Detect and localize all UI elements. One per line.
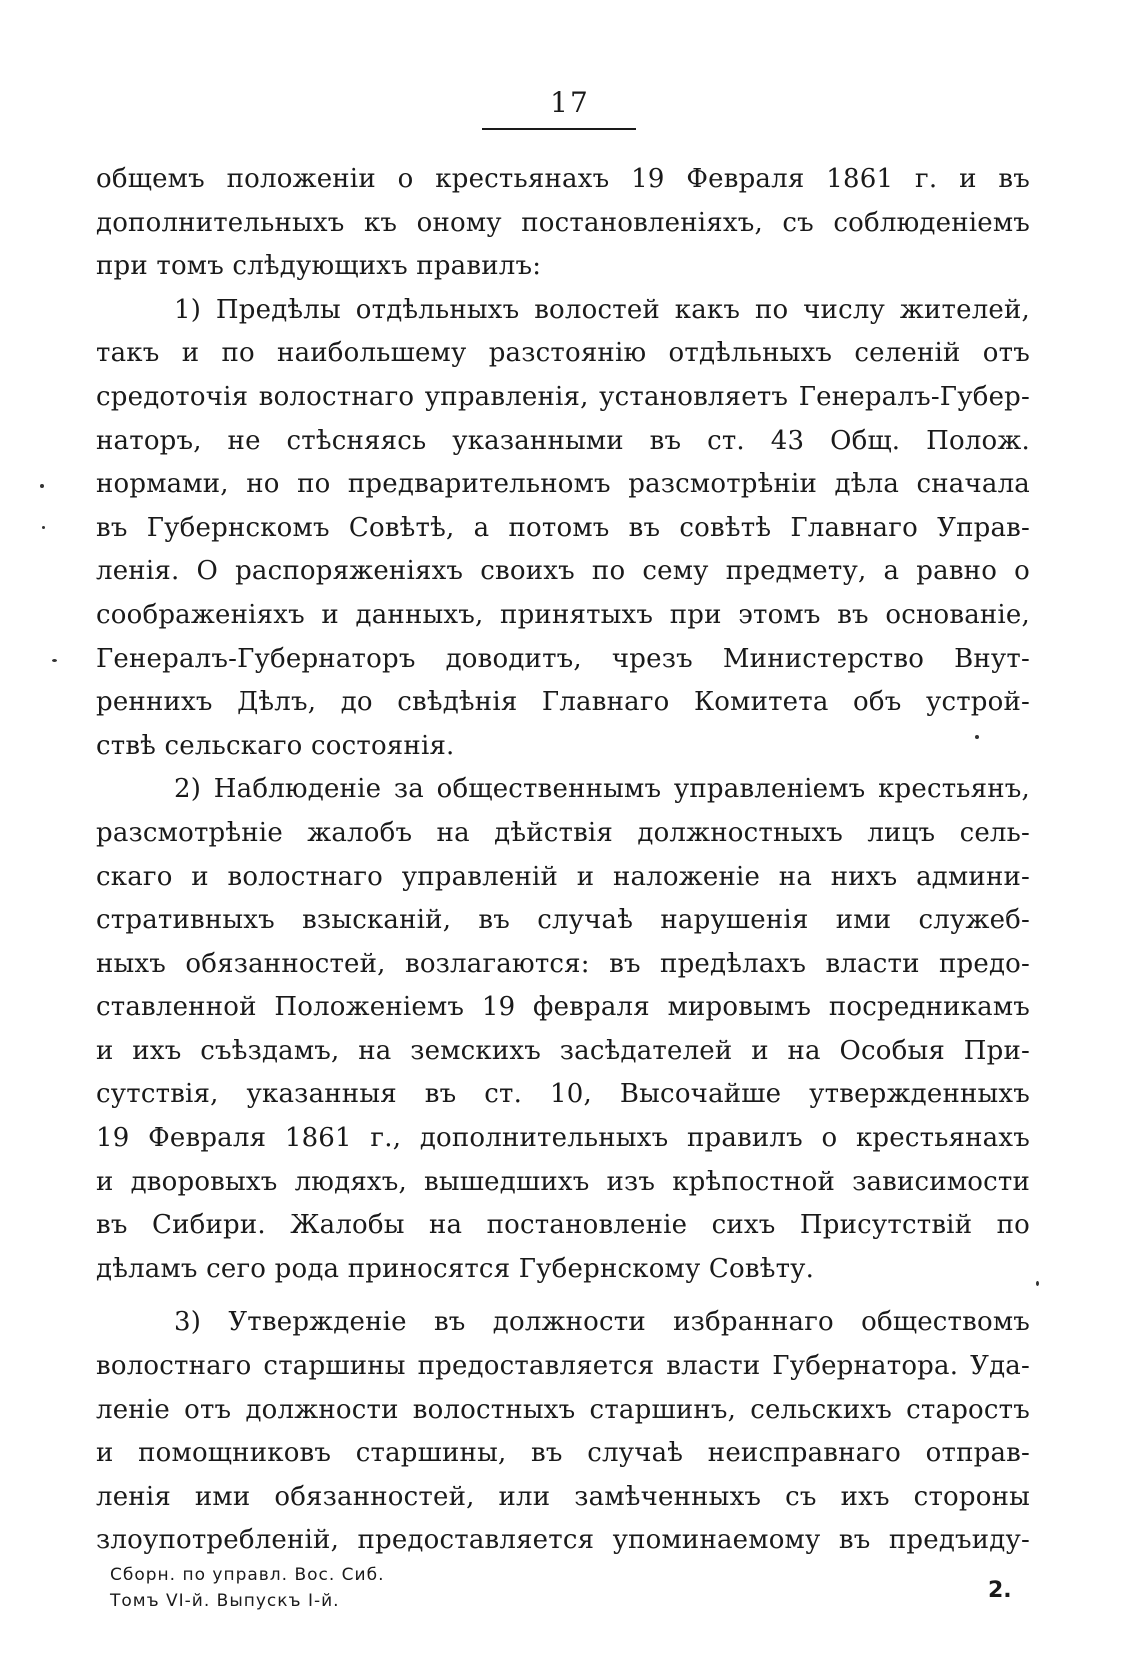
- text-line: леніе отъ должности волостныхъ старшинъ, сельскихъ старостъ: [96, 1394, 1030, 1425]
- footer-source: [110, 1562, 385, 1614]
- text-line: такъ и по наибольшему разстоянію отдѣльныхъ селеній отъ: [96, 338, 1030, 369]
- text-line: и помощниковъ старшины, въ случаѣ неисправнаго отправ-: [96, 1438, 1030, 1469]
- text-line: ленія ими обязанностей, или замѣченныхъ съ ихъ стороны: [96, 1481, 1030, 1512]
- text-line: 1) Предѣлы отдѣльныхъ волостей какъ по числу жителей,: [174, 294, 1030, 325]
- page-number-rule: [482, 128, 636, 130]
- text-line: реннихъ Дѣлъ, до свѣдѣнія Главнаго Комитета объ устрой-: [96, 687, 1030, 718]
- text-line: дѣламъ сего рода приносятся Губернскому Совѣту.: [96, 1253, 815, 1284]
- text-line: злоупотребленій, предоставляется упоминаемому въ предъиду-: [96, 1525, 1030, 1556]
- text-line: стративныхъ взысканій, въ случаѣ нарушенія ими служеб-: [96, 905, 1030, 936]
- text-line: скаго и волостнаго управленій и наложеніе на нихъ админи-: [96, 861, 1030, 892]
- text-line: дополнительныхъ къ оному постановленіяхъ, съ соблюденіемъ: [96, 207, 1030, 238]
- margin-speck: [42, 526, 45, 529]
- text-line: 19 Февраля 1861 г., дополнительныхъ правилъ о крестьянахъ: [96, 1123, 1030, 1154]
- text-line: волостнаго старшины предоставляется власти Губернатора. Уда-: [96, 1351, 1030, 1382]
- footer-signature: 2.: [988, 1578, 1012, 1603]
- text-line: разсмотрѣніе жалобъ на дѣйствія должностныхъ лицъ сель-: [96, 817, 1030, 848]
- text-line: въ Губернскомъ Совѣтѣ, а потомъ въ совѣтѣ Главнаго Управ-: [96, 512, 1030, 543]
- margin-speck: [975, 735, 979, 739]
- text-line: общемъ положеніи о крестьянахъ 19 Февраля 1861 г. и въ: [96, 164, 1030, 194]
- text-line: и дворовыхъ людяхъ, вышедшихъ изъ крѣпостной зависимости: [96, 1166, 1030, 1197]
- text-line: ныхъ обязанностей, возлагаются: въ предѣлахъ власти предо-: [96, 948, 1030, 979]
- margin-speck: [52, 659, 57, 662]
- margin-speck: [40, 484, 44, 488]
- footer-source-line-2: Томъ VI-й. Выпускъ І-й.: [110, 1591, 340, 1611]
- text-line: сутствія, указанныя въ ст. 10, Высочайше утвержденныхъ: [96, 1079, 1030, 1110]
- body-text: [96, 158, 1030, 1563]
- text-line: и ихъ съѣздамъ, на земскихъ засѣдателей и на Особыя При-: [96, 1035, 1030, 1066]
- margin-speck: [1036, 1281, 1039, 1286]
- intro-paragraph: [96, 158, 1030, 289]
- text-line: средоточія волостнаго управленія, установляетъ Генералъ-Губер-: [96, 381, 1030, 412]
- text-line: Генералъ-Губернаторъ доводитъ, чрезъ Министерство Внут-: [96, 643, 1030, 674]
- text-line: соображеніяхъ и данныхъ, принятыхъ при этомъ въ основаніе,: [96, 599, 1030, 630]
- page-number: 17: [550, 86, 590, 119]
- paragraph-1: [96, 289, 1030, 769]
- text-line: ленія. О распоряженіяхъ своихъ по сему предмету, а равно о: [96, 556, 1030, 587]
- text-line: 2) Наблюденіе за общественнымъ управленіемъ крестьянъ,: [174, 774, 1030, 805]
- text-line: ствѣ сельскаго состоянія.: [96, 730, 455, 761]
- text-line: наторъ, не стѣсняясь указанными въ ст. 43 Общ. Полож.: [96, 425, 1030, 456]
- text-line: нормами, но по предварительномъ разсмотрѣніи дѣла сначала: [96, 469, 1030, 500]
- text-line: въ Сибири. Жалобы на постановленіе сихъ Присутствій по: [96, 1210, 1030, 1241]
- text-line: 3) Утвержденіе въ должности избраннаго обществомъ: [174, 1307, 1030, 1338]
- footer-source-line-1: Сборн. по управл. Вос. Сиб.: [110, 1565, 385, 1585]
- text-line: ставленной Положеніемъ 19 февраля мировымъ посредникамъ: [96, 992, 1030, 1023]
- paragraph-2: [96, 768, 1030, 1291]
- text-line: при томъ слѣдующихъ правилъ:: [96, 251, 542, 282]
- paragraph-3: [96, 1301, 1030, 1563]
